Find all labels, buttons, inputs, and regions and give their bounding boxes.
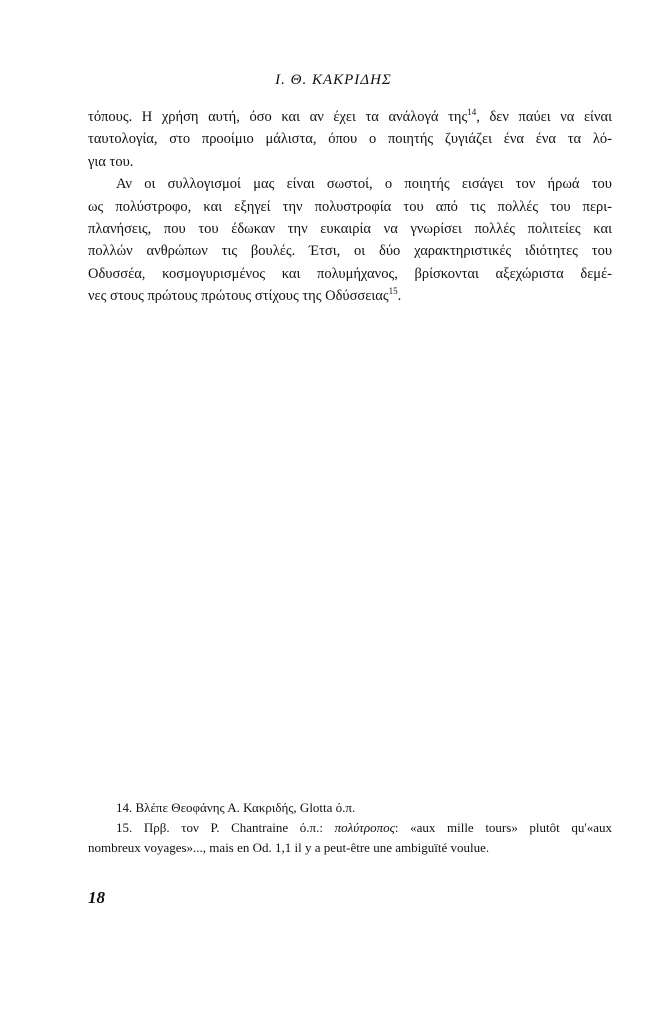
text-line-5: ως πολύστροφο, και εξηγεί την πολυστροφία του από τις πολλές του περι- [88,198,612,215]
footnote-15-line-2: nombreux voyages»..., mais en Od. 1,1 il y a peut-être une ambiguïté voulue. [88,840,490,855]
text-line-6: πλανήσεις, που του έδωκαν την ευκαιρία να γνωρίσει πολλές πολιτείες και [88,220,612,237]
page-number: 18 [88,888,105,907]
footnotes [88,798,612,858]
text-line-3: για του. [88,153,134,170]
text-line-1: τόπους. Η χρήση αυτή, όσο και αν έχει τα ανάλογά της$^{14}$, δεν παύει να είναι [88,107,612,125]
footnote-14: 14. Βλέπε Θεοφάνης Α. Κακριδής, Glotta ό.π. [116,800,356,815]
text-line-4: Αν οι συλλογισμοί μας είναι σωστοί, ο ποιητής εισάγει τον ήρωά του [116,176,612,193]
body-text [88,106,612,308]
text-line-7: πολλών ανθρώπων τις βουλές. Έτσι, οι δύο χαρακτηριστικές ιδιότητες του [88,243,612,260]
running-title: Ι. Θ. ΚΑΚΡΙΔΗΣ [275,72,392,88]
text-line-8: Οδυσσέα, κοσμογυρισμένος και πολυμήχανος, βρίσκονται αξεχώριστα δεμέ- [88,265,612,282]
footnote-15-line-1: 15. Πρβ. τον P. Chantraine ό.π.: πολύτροπος: «aux mille tours» plutôt qu'«aux [116,820,613,835]
text-line-2: ταυτολογία, στο προοίμιο μάλιστα, όπου ο ποιητής ζυγιάζει ένα ένα τα λό- [88,131,612,148]
footnote-ref-15: 15 [388,286,398,297]
text-line-9: νες στους πρώτους πρώτους στίχους της Οδύσσειας$^{15}$. [88,286,402,305]
footnote-ref-14: 14 [467,107,477,118]
